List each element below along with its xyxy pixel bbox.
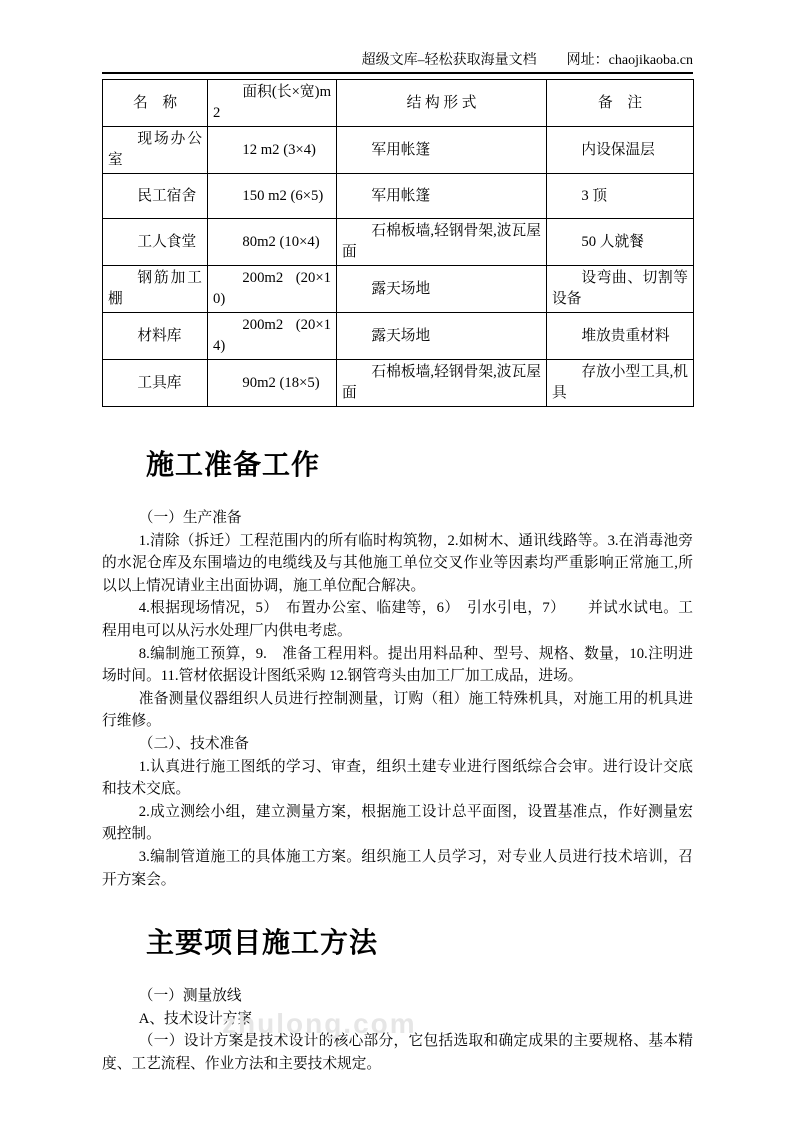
- table-cell: 工人食堂: [103, 219, 208, 266]
- paragraph: 3.编制管道施工的具体施工方案。组织施工人员学习，对专业人员进行技术培训，召开方案会。: [102, 848, 693, 888]
- table-row: [103, 360, 694, 407]
- paragraph: 8.编制施工预算，9. 准备工程用料。提出用料品种、型号、规格、数量，10.注明进场时间。11.管材依据设计图纸采购 12.钢管弯头由加工厂加工成品，进场。: [102, 645, 693, 685]
- table-cell: 堆放贵重材料: [547, 313, 694, 360]
- paragraph: （一）设计方案是技术设计的核心部分，它包括选取和确定成果的主要规格、基本精度、工艺流程、作业方法和主要技术规定。: [102, 1033, 693, 1072]
- table-cell: 现场办公室: [103, 127, 208, 174]
- table-cell: 石棉板墙,轻钢骨架,波瓦屋面: [337, 219, 547, 266]
- column-header: 面积(长×宽)m2: [208, 80, 337, 127]
- column-header: 结 构 形 式: [337, 80, 547, 127]
- table-cell: 工具库: [103, 360, 208, 407]
- table-cell: 3 顶: [547, 174, 694, 219]
- table-cell: 露天场地: [337, 266, 547, 313]
- paragraph: 1.清除（拆迁）工程范围内的所有临时构筑物，2.如树木、通讯线路等。3.在消毒池旁的水泥仓库及东围墙边的电缆线及与其他施工单位交叉作业等因素均严重影响正常施工,所以以上情况请业主出面协调，施工单位配合解决。: [102, 532, 693, 594]
- header-rule: [102, 72, 693, 74]
- paragraph: 准备测量仪器组织人员进行控制测量，订购（租）施工特殊机具，对施工用的机具进行维修。: [102, 690, 693, 730]
- header-site-url: 网址：chaojikaoba.cn: [566, 53, 693, 68]
- table-cell: 材料库: [103, 313, 208, 360]
- watermark: zhulong.com: [222, 1008, 417, 1039]
- table-cell: 200m2 (20×14): [208, 313, 337, 360]
- table-row: [103, 313, 694, 360]
- table-cell: 军用帐篷: [337, 127, 547, 174]
- table-cell: 军用帐篷: [337, 174, 547, 219]
- table-header-row: [103, 80, 694, 127]
- table-row: [103, 127, 694, 174]
- column-header: 名 称: [103, 80, 208, 127]
- paragraph: （一）生产准备: [138, 510, 242, 526]
- paragraph: 4.根据现场情况，5） 布置办公室、临建等，6） 引水引电，7） 并试水试电。工程用电可以从污水处理厂内供电考虑。: [102, 600, 693, 639]
- table-cell: 设弯曲、切割等设备: [547, 266, 694, 313]
- paragraph: （二）、技术准备: [138, 735, 249, 752]
- document-content: [102, 0, 693, 1075]
- table-cell: 民工宿舍: [103, 174, 208, 219]
- table-cell: 内设保温层: [547, 127, 694, 174]
- section-title-main-construction-methods: 主要项目施工方法: [146, 928, 379, 960]
- table-cell: 90m2 (18×5): [208, 360, 337, 407]
- paragraph: 2.成立测绘小组，建立测量方案，根据施工设计总平面图，设置基准点，作好测量宏观控制。: [102, 803, 693, 843]
- table-cell: 露天场地: [337, 313, 547, 360]
- paragraph: （一）测量放线: [138, 988, 242, 1005]
- table-row: [103, 174, 694, 219]
- table-cell: 50 人就餐: [547, 219, 694, 266]
- section-title-construction-preparation: 施工准备工作: [146, 450, 321, 481]
- paragraph: A、技术设计方案: [138, 1010, 253, 1027]
- temporary-facilities-table: [102, 79, 694, 407]
- table-row: [103, 266, 694, 313]
- section1-body: [102, 507, 693, 891]
- table-cell: 200m2 (20×10): [208, 266, 337, 313]
- table-cell: 12 m2 (3×4): [208, 127, 337, 174]
- column-header: 备 注: [547, 80, 694, 127]
- paragraph: 1.认真进行施工图纸的学习、审查，组织土建专业进行图纸综合会审。进行设计交底和技术交底。: [102, 758, 693, 798]
- table-cell: 存放小型工具,机具: [547, 360, 694, 407]
- table-cell: 150 m2 (6×5): [208, 174, 337, 219]
- table-cell: 80m2 (10×4): [208, 219, 337, 266]
- table-cell: 钢筋加工棚: [103, 266, 208, 313]
- table-row: [103, 219, 694, 266]
- page-header: [102, 0, 693, 69]
- table-cell: 石棉板墙,轻钢骨架,波瓦屋面: [337, 360, 547, 407]
- header-brand-text: 超级文库–轻松获取海量文档: [361, 53, 537, 68]
